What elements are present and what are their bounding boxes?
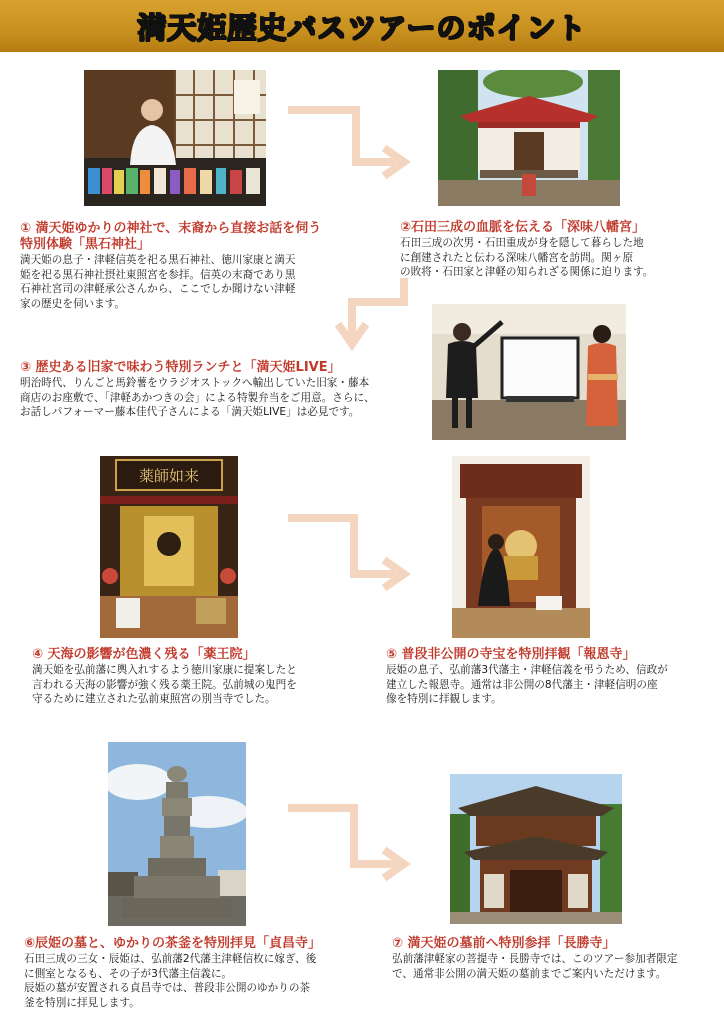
flow-arrow-4	[284, 798, 414, 884]
item-7-title: ⑦ 満天姫の墓前へ特別参拝「長勝寺」	[392, 936, 616, 951]
photo-kuroishi-priest	[84, 70, 266, 206]
header-banner	[0, 0, 724, 52]
temple-plaque-text: 薬師如来	[138, 467, 200, 485]
photo-teishoji-grave	[108, 742, 246, 926]
item-1-title: ① 満天姫ゆかりの神社で、末裔から直接お話を伺う	[20, 221, 322, 236]
item-4-description: 満天姫を弘前藩に輿入れするよう徳川家康に提案したと 言われる天海の影響が強く残る薬王院。弘前城の鬼門を 守るために建立された弘前東照宮の別当寺でした。	[32, 664, 297, 706]
item-3-description: 明治時代、りんごと馬鈴薯をウラジオストックへ輸出していた旧家・藤本 商店のお座敷で、「津軽あかつきの会」による特製弁当をご用意。さらに、 お話しパフォーマー藤本佳代子さんによる「満天姫LIVE」は必見です。	[20, 377, 375, 419]
item-7-description: 弘前藩津軽家の菩提寺・長勝寺では、このツアー参加者限定 で、通常非公開の満天姫の墓前までご案内いただけます。	[392, 953, 678, 980]
item-5-description: 辰姫の息子、弘前藩3代藩主・津軽信義を弔うため、信政が 建立した報恩寺。通常は非公開の8代藩主・津軽信明の座 像を特別に拝観します。	[386, 664, 668, 706]
photo-fukami-hachimangu	[438, 70, 620, 206]
flow-arrow-2	[330, 272, 410, 352]
photo-choshoji-gate	[450, 774, 622, 924]
flow-arrow-1	[284, 100, 414, 180]
item-2-description: 石田三成の次男・石田重成が身を隠して暮らした地 に創建されたと伝わる深味八幡宮を訪問。関ヶ原 の敗将・石田家と津軽の知られざる関係に迫ります。	[400, 237, 654, 279]
item-5-title: ⑤ 普段非公開の寺宝を特別拝観「報恩寺」	[386, 647, 636, 662]
item-6-title: ⑥辰姫の墓と、ゆかりの茶釜を特別拝見「貞昌寺」	[24, 936, 322, 951]
item-1-subtitle: 特別体験「黒石神社」	[20, 237, 151, 252]
photo-hoonji-treasure	[452, 456, 590, 638]
photo-yakuoin-altar	[100, 456, 238, 638]
item-1-description: 満天姫の息子・津軽信英を祀る黒石神社、徳川家康と満天 姫を祀る黒石神社摂社東照宮を参拝。信英の末裔であり黒 石神社宮司の津軽承公さんから、ここでしか聞けない津軽 家の歴史を伺います。	[20, 254, 296, 310]
item-6-description: 石田三成の三女・辰姫は、弘前藩2代藩主津軽信枚に嫁ぎ、後 に側室となるも、その子が3代藩主信義に。 辰姫の墓が安置される貞昌寺では、普段非公開のゆかりの茶 釜を特別に拝見します。	[24, 953, 317, 1009]
flow-arrow-3	[284, 508, 414, 594]
photo-mantenhime-live	[432, 304, 626, 440]
item-3-title: ③ 歴史ある旧家で味わう特別ランチと「満天姫LIVE」	[20, 360, 341, 375]
item-4-title: ④ 天海の影響が色濃く残る「薬王院」	[32, 647, 256, 662]
item-2-title: ②石田三成の血脈を伝える「深味八幡宮」	[400, 220, 646, 235]
page-title: 満天姫歴史バスツアーのポイント	[137, 11, 587, 45]
